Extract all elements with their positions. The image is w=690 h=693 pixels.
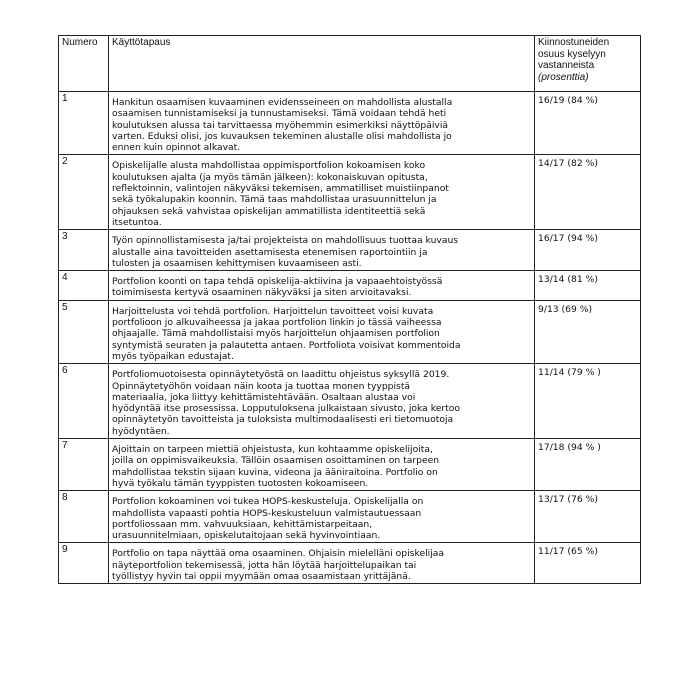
description-line: hyvä työkalu tämän tyyppisten tuotosten kokoamiseen.: [112, 477, 369, 489]
description-line: Opinnäytetyöhön voidaan näin koota ja tuottaa monen tyyppistä: [112, 380, 411, 392]
table-row: [59, 364, 641, 439]
description-line: ohjauksen sekä vahvistaa opiskelijan ammatillista identiteettiä sekä: [112, 205, 426, 217]
description-line: myös työpaikan edustajat.: [112, 350, 234, 362]
description-line: Harjoittelusta voi tehdä portfolion. Harjoittelun tavoitteet voisi kuvata: [112, 305, 434, 317]
header-interest-line: Kiinnostuneiden: [538, 37, 610, 48]
use-case-description: [109, 230, 535, 271]
interest-share: 17/18 (94 % ): [535, 439, 641, 491]
table-row: [59, 300, 641, 363]
interest-share: 11/17 (65 %): [535, 543, 641, 584]
table-row: [59, 155, 641, 230]
description-line: portfolioon jo alkuvaiheessa ja jakaa portfolion linkin jo tässä vaiheessa: [112, 317, 442, 329]
interest-share: 14/17 (82 %): [535, 155, 641, 230]
header-interest-line: vastanneista: [538, 60, 595, 71]
description-line: Opiskelijalle alusta mahdollistaa oppimisportfolion kokoamisen koko: [112, 160, 426, 172]
table-row: [59, 439, 641, 491]
table-row: [59, 230, 641, 271]
description-line: Portfolion koonti on tapa tehdä opiskelija-aktiivina ja vapaaehtoistyössä: [112, 276, 443, 288]
interest-share: 11/14 (79 % ): [535, 364, 641, 439]
description-line: hyödyntää itse prosessissa. Lopputuloksena julkaistaan sivusto, joka kertoo: [112, 403, 460, 415]
row-number: 2: [59, 155, 109, 230]
interest-share: 9/13 (69 %): [535, 300, 641, 363]
description-line: Työn opinnollistamisesta ja/tai projekteista on mahdollisuus tuottaa kuvaus: [112, 235, 459, 247]
description-line: materiaalia, joka liittyy kehittämistehtävään. Osaltaan alustaa voi: [112, 391, 416, 403]
table-header-row: [59, 36, 641, 92]
interest-share: 16/17 (94 %): [535, 230, 641, 271]
use-case-description: [109, 491, 535, 543]
description-line: Hankitun osaamisen kuvaaminen evidensseineen on mahdollista alustalla: [112, 97, 453, 108]
row-number: 7: [59, 439, 109, 491]
description-line: Portfolio on tapa näyttää oma osaaminen. Ohjaisin mielelläni opiskelijaa: [112, 548, 445, 560]
description-line: tulosten ja osaamisen kehittymisen kuvaamiseen asti.: [112, 257, 362, 269]
description-line: sekä työkalupakin koonnin. Tämä taas mahdollistaa urasuunnittelun ja: [112, 194, 437, 206]
use-case-description: [109, 92, 535, 155]
row-number: 3: [59, 230, 109, 271]
use-case-table: [58, 35, 641, 584]
row-number: 4: [59, 271, 109, 301]
description-line: ohjaajalle. Tämä mahdollistaisi myös harjoittelun ohjaamisen portfolion: [112, 328, 440, 340]
description-line: hyödyntäen.: [112, 425, 170, 437]
description-line: Ajoittain on tarpeen miettiä ohjeistusta, kun kohtaamme opiskelijoita,: [112, 444, 433, 456]
description-line: mahdollistaa tekstin sijaan kuvina, videona ja ääniraitoina. Portfolio on: [112, 466, 438, 478]
header-interest-line: osuus kyselyyn: [538, 48, 606, 60]
description-line: Portfolion kokoaminen voi tukea HOPS-keskusteluja. Opiskelijalla on: [112, 496, 424, 508]
description-line: alustalle aina tavoitteiden asettamisesta etenemisen raportointiin ja: [112, 246, 428, 258]
description-line: mahdollista vapaasti pohtia HOPS-keskusteluun valmistautuessaan: [112, 507, 422, 519]
header-interest-share: [535, 36, 641, 92]
table-row: [59, 491, 641, 543]
row-number: 1: [59, 92, 109, 155]
header-number: Numero: [59, 36, 109, 92]
interest-share: 13/14 (81 %): [535, 271, 641, 301]
description-line: opinnäytetyön tavoitteista ja tuloksista multimodaalisesti eri tietomuotoja: [112, 414, 454, 426]
description-line: urasuunnitelmiaan, opiskelutaitojaan sekä hyvinvointiaan.: [112, 530, 381, 542]
row-number: 6: [59, 364, 109, 439]
description-line: koulutuksen ajalta (ja myös tämän jälkeen): kokonaiskuvan opitusta,: [112, 171, 428, 183]
description-line: ennen kuin opinnot alkavat.: [112, 142, 241, 154]
use-case-description: [109, 543, 535, 584]
use-case-description: [109, 364, 535, 439]
description-line: reflektoinnin, valintojen näkyväksi tekemisen, ammatilliset muistiinpanot: [112, 183, 449, 195]
description-line: näyteportfolion tekemisessä, jotta hän löytää harjoittelupaikan tai: [112, 559, 417, 571]
description-line: syntymistä seuraten ja palautetta antaen. Portfoliota voisivat kommentoida: [112, 339, 461, 351]
description-line: joilla on oppimisvaikeuksia. Tällöin osaamisen osoittaminen on tarpeen: [112, 455, 440, 467]
description-line: varten. Eduksi olisi, jos kuvauksen tekeminen alustalle olisi mahdollista jo: [112, 130, 452, 142]
description-line: Portfoliomuotoisesta opinnäytetyöstä on laadittu ohjeistus syksyllä 2019.: [112, 369, 450, 381]
description-line: työllistyy hyvin tai oppii myymään omaa osaamistaan yrittäjänä.: [112, 570, 411, 582]
row-number: 9: [59, 543, 109, 584]
table-row: [59, 92, 641, 155]
interest-share: 13/17 (76 %): [535, 491, 641, 543]
description-line: portfoliossaan mm. vahvuuksiaan, kehittämistarpeitaan,: [112, 518, 373, 530]
header-interest-unit: (prosenttia): [538, 71, 589, 83]
row-number: 8: [59, 491, 109, 543]
table-row: [59, 271, 641, 301]
table-body: [59, 92, 641, 584]
use-case-description: [109, 271, 535, 301]
description-line: koulutuksen alussa tai tarvittaessa myöhemmin esimerkiksi näyttöpäiviä: [112, 119, 449, 131]
row-number: 5: [59, 300, 109, 363]
description-line: osaamisen tunnistamiseksi ja tunnustamiseksi. Tämä voidaan tehdä heti: [112, 108, 447, 120]
use-case-description: [109, 439, 535, 491]
description-line: itsetuntoa.: [112, 216, 162, 228]
interest-share: 16/19 (84 %): [535, 92, 641, 155]
description-line: toimimisesta kertyvä osaaminen näkyväksi ja siten arvioitavaksi.: [112, 287, 412, 299]
table-row: [59, 543, 641, 584]
use-case-description: [109, 300, 535, 363]
use-case-description: [109, 155, 535, 230]
header-use-case: Käyttötapaus: [109, 36, 535, 92]
